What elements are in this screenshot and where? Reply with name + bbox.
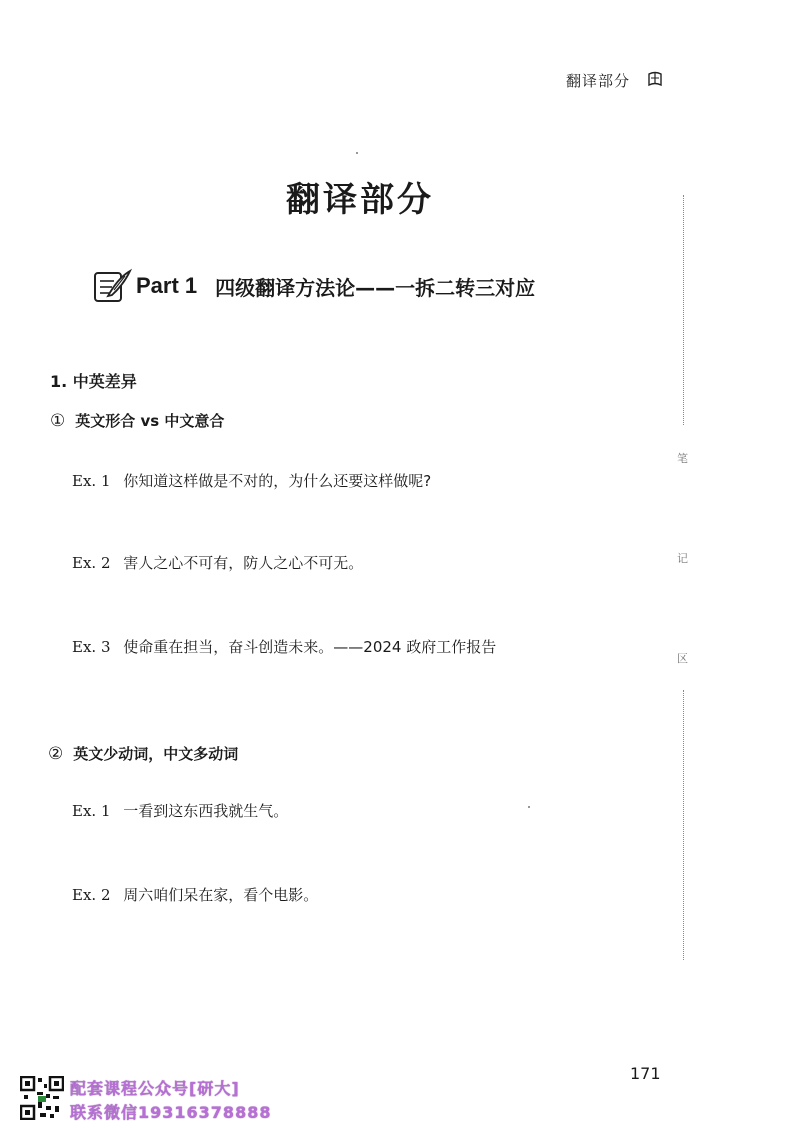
margin-note-char: 笔 <box>677 452 688 465</box>
example-item <box>72 552 363 573</box>
example-text: 害人之心不可有，防人之心不可无。 <box>123 554 364 572</box>
scan-speck <box>356 152 358 154</box>
running-header: 翻译部分 <box>566 72 631 90</box>
notepad-quill-icon <box>92 268 132 304</box>
subsection-title: 英文少动词，中文多动词 <box>73 745 239 763</box>
example-label: Ex. 2 <box>72 886 111 904</box>
example-text: 使命重在担当，奋斗创造未来。——2024 政府工作报告 <box>123 638 497 656</box>
subsection-heading-1 <box>50 410 224 431</box>
page-title: 翻译部分 <box>286 180 434 220</box>
margin-note-char: 记 <box>677 552 688 565</box>
example-item <box>72 636 496 657</box>
example-label: Ex. 2 <box>72 554 111 572</box>
ad-line-2: 联系微信19316378888 <box>70 1103 272 1122</box>
example-item <box>72 470 431 491</box>
example-item <box>72 800 288 821</box>
scan-speck <box>528 806 530 808</box>
part-heading <box>92 266 535 306</box>
part-title: 四级翻译方法论——一拆二转三对应 <box>215 275 536 300</box>
page-number: 171 <box>630 1064 661 1083</box>
example-text: 一看到这东西我就生气。 <box>123 802 289 820</box>
margin-note-char: 区 <box>677 652 688 665</box>
circled-number: ① <box>50 410 66 431</box>
example-item <box>72 884 318 905</box>
example-label: Ex. 1 <box>72 802 111 820</box>
example-label: Ex. 1 <box>72 472 111 490</box>
section-heading: 1. 中英差异 <box>50 372 137 391</box>
example-label: Ex. 3 <box>72 638 111 656</box>
margin-dotted-line <box>683 690 684 960</box>
circled-number: ② <box>48 743 64 764</box>
qr-code-icon <box>20 1076 64 1120</box>
part-number: Part 1 <box>136 273 198 298</box>
subsection-title: 英文形合 vs 中文意合 <box>75 412 225 430</box>
subsection-heading-2 <box>48 743 238 764</box>
example-text: 周六咱们呆在家，看个电影。 <box>123 886 319 904</box>
ad-line-1: 配套课程公众号[研大] <box>70 1079 240 1098</box>
book-ornament-icon <box>646 70 664 88</box>
margin-dotted-line <box>683 195 684 425</box>
example-text: 你知道这样做是不对的，为什么还要这样做呢? <box>123 472 432 490</box>
